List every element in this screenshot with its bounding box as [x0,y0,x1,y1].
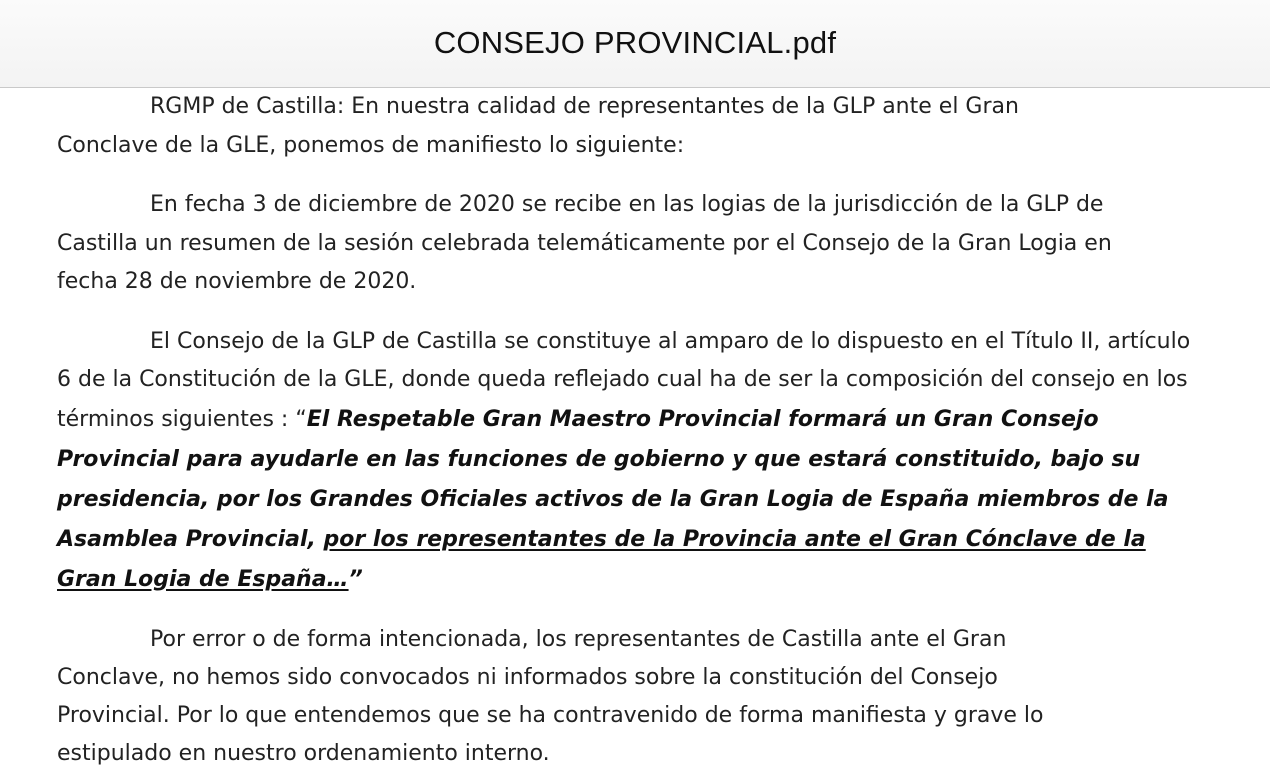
constitution-quote-text: El Respetable Gran Maestro Provincial formará un Gran Consejo Provincial para ayudarle en las funciones de gobierno y que estará constituido, bajo su presidencia, por los Grandes Oficiales activos de la Gran Logia de España miembros de la Asamblea Provincial, [57,406,1169,552]
document-body [57,88,1197,776]
quote-close-mark: ” [348,566,363,592]
paragraph-4: Por error o de forma intencionada, los representantes de Castilla ante el Gran Conclave, no hemos sido convocados ni informados sobre la constitución del Consejo Provincial. Por lo que entendemos que se ha contravenido de forma manifiesta y grave lo estipulado en nuestro ordenamiento interno. [57,626,1044,766]
constitution-quote-underlined: por los representantes de la Provincia ante el Gran Cónclave de la Gran Logia de España… [57,526,1146,592]
document-title: CONSEJO PROVINCIAL.pdf [433,24,837,60]
title-bar [0,0,1270,88]
paragraph-1: RGMP de Castilla: En nuestra calidad de representantes de la GLP ante el Gran Conclave de la GLE, ponemos de manifiesto lo siguiente: [57,94,1019,158]
document-page[interactable] [0,88,1270,776]
paragraph-3 [57,323,1197,600]
paragraph-2: En fecha 3 de diciembre de 2020 se recibe en las logias de la jurisdicción de la GLP de Castilla un resumen de la sesión celebrada telemáticamente por el Consejo de la Gran Logia en fecha 28 de noviembre de 2020. [57,192,1112,294]
constitution-quote [57,407,1168,592]
paragraph-3-intro: El Consejo de la GLP de Castilla se constituye al amparo de lo dispuesto en el Título II, artículo 6 de la Constitución de la GLE, donde queda reflejado cual ha de ser la composición del consejo en los términos siguientes : “ [57,328,1191,432]
